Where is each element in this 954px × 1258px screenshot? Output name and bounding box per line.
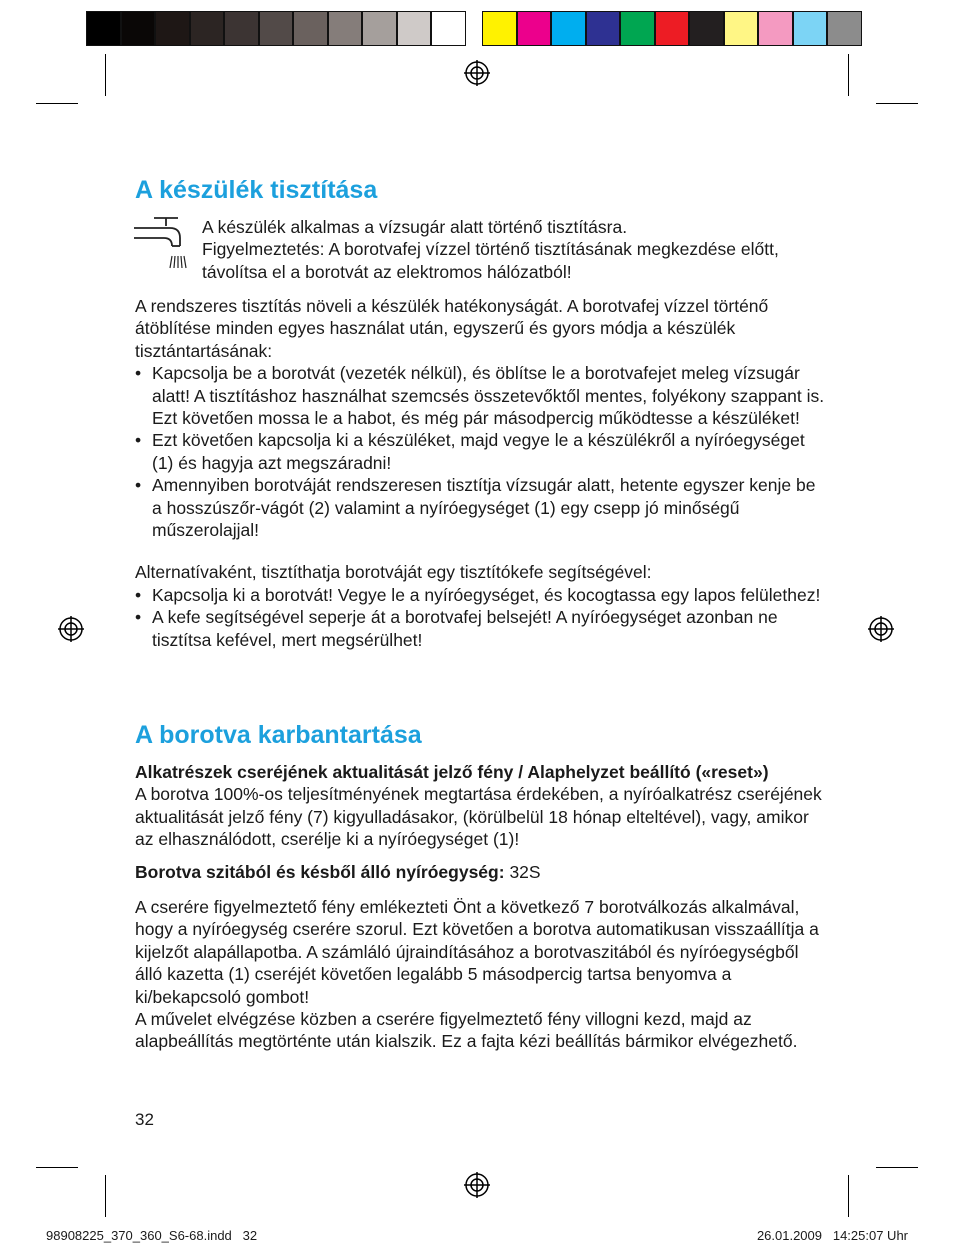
cutter-unit-label: Borotva szitából és késből álló nyíróegység: (135, 861, 505, 882)
color-swatch (259, 11, 294, 46)
tap-note (202, 216, 827, 283)
tap-warning: Figyelmeztetés: A borotvafej vízzel történő tisztításának megkezdése előtt, távolítsa el a borotvát az elektromos hálózatból! (202, 239, 779, 282)
color-swatch (190, 11, 225, 46)
cleaning-body (135, 295, 825, 651)
color-swatch (431, 11, 466, 46)
maintenance-body (135, 761, 825, 1053)
color-swatch (517, 11, 552, 46)
footer-timestamp: 26.01.2009 14:25:07 Uhr (756, 1228, 908, 1243)
crop-mark (36, 103, 78, 104)
color-swatch (586, 11, 621, 46)
cutter-unit-value: 32S (509, 861, 541, 882)
color-swatch (655, 11, 690, 46)
list-item: • A kefe segítségével seperje át a borotvafej belsejét! A nyíróegységet azonban ne tisztítsa kefével, mert megsérülhet! (135, 606, 825, 651)
crop-mark (848, 1175, 849, 1217)
color-swatch (620, 11, 655, 46)
section-title-maintenance: A borotva karbantartása (135, 721, 422, 749)
grey-color-bar (86, 11, 466, 46)
cleaning-intro: A rendszeres tisztítás növeli a készülék hatékonyságát. A borotvafej vízzel történő átöblítése minden egyes használat után, egyszerű és gyors módja a készülék tisztántartásának: (135, 296, 769, 361)
crop-mark (105, 54, 106, 96)
color-swatch (86, 11, 121, 46)
color-swatch (397, 11, 432, 46)
process-color-bar (482, 11, 862, 46)
color-swatch (827, 11, 862, 46)
list-item: • Ezt követően kapcsolja ki a készüléket, majd vegye le a készülékről a nyíróegységet (1) és hagyja azt megszáradni! (135, 429, 825, 474)
crop-mark (105, 1175, 106, 1217)
registration-mark-icon (58, 616, 84, 642)
color-swatch (121, 11, 156, 46)
color-swatch (155, 11, 190, 46)
registration-mark-icon (464, 60, 490, 86)
sub-heading (135, 761, 825, 783)
registration-mark-icon (868, 616, 894, 642)
color-swatch (482, 11, 517, 46)
color-swatch (689, 11, 724, 46)
crop-mark (848, 54, 849, 96)
alternative-intro: Alternatívaként, tisztíthatja borotváját egy tisztítókefe segítségével: (135, 562, 652, 583)
color-swatch (362, 11, 397, 46)
crop-mark (876, 1167, 918, 1168)
color-swatch (793, 11, 828, 46)
maintenance-para: A művelet elvégzése közben a cserére figyelmeztető fény villogni kezd, majd az alapbeállítás megtörténte után kialszik. Ez a fajta kézi beállítás bármikor elvégezhető. (135, 1009, 798, 1052)
crop-mark (36, 1167, 78, 1168)
section-title-cleaning: A készülék tisztítása (135, 176, 378, 204)
list-item: • Amennyiben borotváját rendszeresen tisztítja vízsugár alatt, hetente egyszer kenje be a hosszúszőr-vágót (2) valamint a nyíróegységet (1) egy csepp jó minőségű műszerolajjal! (135, 474, 825, 541)
color-swatch (328, 11, 363, 46)
maintenance-para: A borotva 100%-os teljesítményének megtartása érdekében, a nyíróalkatrész cseréjének aktualitását jelző fény (7) kigyulladásakor, (körülbelül 18 hónap elteltével), vagy, amikor az elhasználódott, cserélje ki a nyíróegységet (1)! (135, 784, 822, 850)
maintenance-para: A cserére figyelmeztető fény emlékezteti Önt a következő 7 borotválkozás alkalmával, hogy a nyíróegység cserére szorul. Ezt követően a borotva automatikusan visszaállítja a kijelzőt alapállapotba. A számláló újraindításához a borotvaszitából és nyíróegységből álló kazetta (1) cseréjét követően legalább 5 másodpercig tartsa benyomva a ki/bekapcsoló gombot! (135, 897, 819, 1007)
color-swatch (758, 11, 793, 46)
cutter-unit-line (135, 861, 825, 883)
list-item: • Kapcsolja be a borotvát (vezeték nélkül), és öblítse le a borotvafejet meleg vízsugár alatt! A tisztításhoz használhat szemcsés összetevőktől mentes, folyékony szappant is. Ezt követően mossa le a habot, és még pár másodpercig működtesse a készüléket! (135, 362, 825, 429)
water-tap-icon (134, 214, 188, 270)
crop-mark (876, 103, 918, 104)
color-swatch (224, 11, 259, 46)
registration-mark-icon (464, 1172, 490, 1198)
sub-heading-text: Alkatrészek cseréjének aktualitását jelző fény / Alaphelyzet beállító («reset») (135, 762, 769, 782)
list-item: • Kapcsolja ki a borotvát! Vegye le a nyíróegységet, és kocogtassa egy lapos felülethez! (135, 584, 825, 606)
footer-file-info: 98908225_370_360_S6-68.indd 32 (46, 1228, 258, 1243)
color-swatch (724, 11, 759, 46)
page-number: 32 (135, 1110, 154, 1129)
tap-note-line: A készülék alkalmas a vízsugár alatt történő tisztításra. (202, 217, 628, 237)
color-swatch (293, 11, 328, 46)
color-swatch (551, 11, 586, 46)
